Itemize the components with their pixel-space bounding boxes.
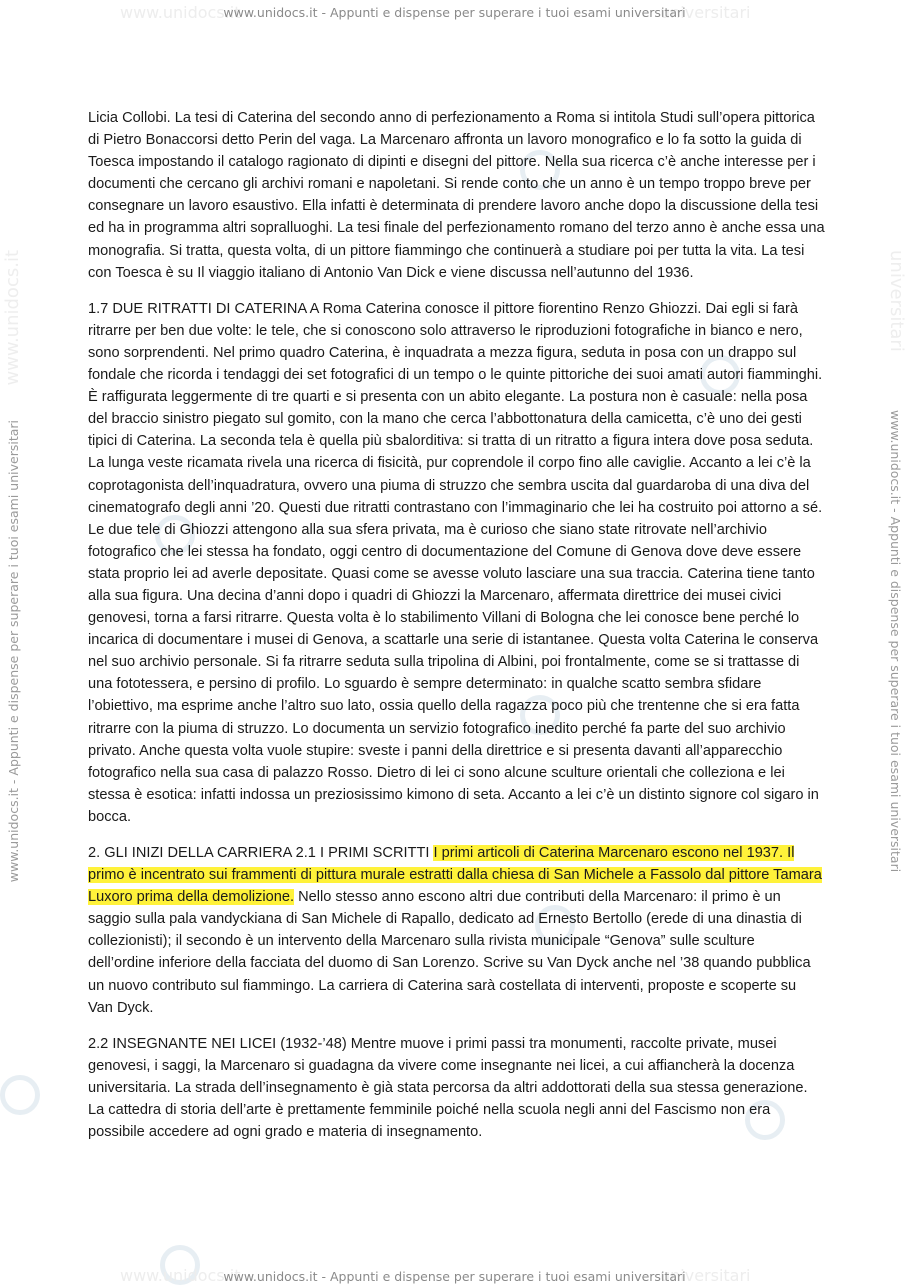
section-heading-text: 2. GLI INIZI DELLA CARRIERA 2.1 I PRIMI SCRITTI	[88, 845, 434, 861]
watermark-ghost-header-right: universitari	[660, 3, 751, 22]
watermark-ghost-footer-left: www.unidocs.it	[120, 1266, 241, 1285]
watermark-logo-icon	[0, 1075, 40, 1115]
paragraph-insegnante: 2.2 INSEGNANTE NEI LICEI (1932-’48) Mentre muove i primi passi tra monumenti, raccolte private, musei genovesi, i saggi, la Marcenaro si guadagna da vivere come insegnante nei licei, a cui affiancherà la docenza universitaria. La strada dell’insegnamento è già stata percorsa da altri addottorati della sua stessa generazione. La cattedra di storia dell’arte è prettamente femminile poiché nella scuola negli anni del Fascismo non era possibile accedere ad ogni grado e materia di insegnamento.	[88, 1035, 808, 1141]
watermark-side-left: www.unidocs.it - Appunti e dispense per superare i tuoi esami universitari	[6, 420, 21, 883]
watermark-ghost-footer-right: universitari	[660, 1266, 751, 1285]
document-body	[88, 107, 825, 1157]
watermark-ghost-header-left: www.unidocs.it	[120, 3, 241, 22]
paragraph-tesi: Licia Collobi. La tesi di Caterina del secondo anno di perfezionamento a Roma si intitola Studi sull’opera pittorica di Pietro Bonaccorsi detto Perin del vaga. La Marcenaro affronta un lavoro monografico e lo fa sotto la guida di Toesca impostando il catalogo ragionato di dipinti e disegni del pittore. Nella sua ricerca c’è anche interesse per i documenti che cercano gli archivi romani e napoletani. Si rende conto che un anno è un tempo troppo breve per consegnare un lavoro esaustivo. Ella infatti è determinata di prendere lavoro anche dopo la discussione della tesi ed ha in programma altri sopralluoghi. La tesi finale del perfezionamento romano del terzo anno è anche essa una monografia. Si tratta, questa volta, di un pittore fiammingo che continuerà a studiare poi per tutta la vita. La tesi con Toesca è su Il viaggio italiano di Antonio Van Dick e viene discussa nell’autunno del 1936.	[88, 110, 825, 281]
paragraph-ritratti: 1.7 DUE RITRATTI DI CATERINA A Roma Caterina conosce il pittore fiorentino Renzo Ghiozzi. Dai egli si farà ritrarre per ben due volte: le tele, che si conoscono solo attraverso le riproduzioni fotografiche in bianco e nero, sono sorprendenti. Nel primo quadro Caterina, è inquadrata a mezza figura, seduta in posa con un drappo sul fondale che ricorda i tendaggi dei set fotografici di un tempo o le quinte pittoriche dei suoi amati autori fiamminghi. È raffigurata leggermente di tre quarti e si presenta con un abito elegante. La postura non è casuale: nella posa del braccio sinistro piegato sul gomito, con la mano che cerca l’abbottonatura della camicetta, c’è uno dei gesti tipici di Caterina. La seconda tela è quella più sbalorditiva: si tratta di un ritratto a figura intera dove posa seduta. La lunga veste ricamata rivela una ricerca di fisicità, pur coprendole il corpo fino alle caviglie. Accanto a lei c’è la coprotagonista dell’inquadratura, ovvero una piuma di struzzo che sembra uscita dal guardaroba di una diva del cinematografo degli anni ’20. Questi due ritratti contrastano con l’immaginario che lei ha costruito poi attorno a sé. Le due tele di Ghiozzi attengono alla sua sfera privata, ma è curioso che siano state ritrovate nell’archivio fotografico che lei stessa ha fondato, oggi centro di documentazione del Comune di Genova dove deve essere stata proprio lei ad averle depositate. Quasi come se avesse voluto lasciare una sua traccia. Caterina tiene tanto alla sua figura. Una decina d’anni dopo i quadri di Ghiozzi la Marcenaro, affermata direttrice dei musei civici genovesi, torna a farsi ritrarre. Questa volta è lo stabilimento Villani di Bologna che lei conosce bene perché lo incarica di documentare i musei di Genova, a scattarle una serie di istantanee. Questa volta Caterina le conserva nel suo archivio personale. Si fa ritrarre seduta sulla tripolina di Albini, poi frontalmente, come se si trattasse di una fototessera, e persino di profilo. Lo sguardo è sempre determinato: in qualche scatto sembra sfidare l’obiettivo, ma esprime anche l’altro suo lato, ossia quello della ragazza poco più che trentenne che si era fatta ritrarre con la piuma di struzzo. Lo documenta un servizio fotografico inedito perché fa parte del suo archivio privato. Anche questa volta vuole stupire: sveste i panni della direttrice e si presenta davanti all’apparecchio fotografico nella sua casa di palazzo Rosso. Dietro di lei ci sono alcune sculture orientali che colleziona e lei stessa è esotica: infatti indossa un preziosissimo kimono di seta. Accanto a lei c’è un distinto signore col sigaro in bocca.	[88, 300, 823, 825]
watermark-footer: www.unidocs.it - Appunti e dispense per superare i tuoi esami universitari	[223, 1269, 686, 1284]
highlighted-text: I primi articoli di Caterina Marcenaro escono nel 1937. Il primo è incentrato sui frammenti di pittura murale estratti dalla chiesa di San Michele a Fassolo dal pittore Tamara Luxoro prima della demolizione.	[88, 845, 822, 906]
paragraph-primi-scritti	[88, 842, 825, 1019]
paragraph-text: Nello stesso anno escono altri due contributi della Marcenaro: il primo è un saggio sulla pala vandyckiana di San Michele di Rapallo, dedicato ad Ernesto Bertollo (erede di una dinastia di collezionisti); il secondo è un intervento della Marcenaro sulla rivista municipale “Genova” sulle sculture dell’ordine inferiore della facciata del duomo di San Lorenzo. Scrive su Van Dyck anche nel ’38 quando pubblica un nuovo contributo sul fiammingo. La carriera di Caterina sarà costellata di interventi, proposte e scoperte su Van Dyck.	[88, 889, 811, 1016]
watermark-side-right: www.unidocs.it - Appunti e dispense per superare i tuoi esami universitari	[888, 410, 903, 873]
watermark-ghost-side-left: www.unidocs.it	[2, 250, 23, 386]
watermark-ghost-side-right: universitari	[886, 250, 907, 352]
watermark-header: www.unidocs.it - Appunti e dispense per superare i tuoi esami universitari	[223, 5, 686, 20]
